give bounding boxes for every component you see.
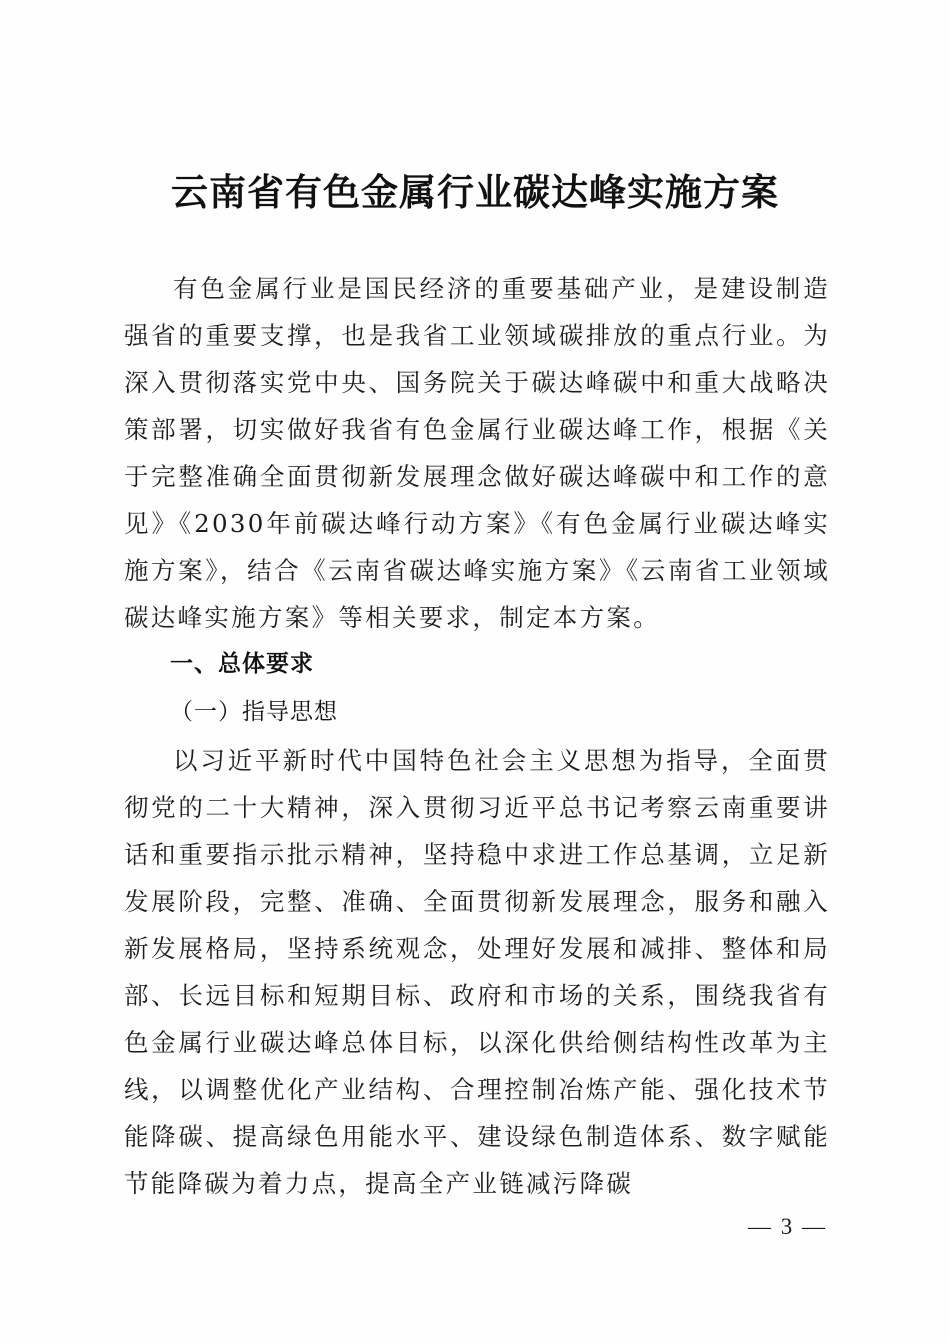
subsection-heading-guiding-ideology: （一）指导思想	[170, 699, 338, 725]
intro-paragraph: 有色金属行业是国民经济的重要基础产业，是建设制造强省的重要支撑，也是我省工业领域碳排放的重点行业。为深入贯彻落实党中央、国务院关于碳达峰碳中和重大战略决策部署，切实做好我省有色金属行业碳达峰工作，根据《关于完整准确全面贯彻新发展理念做好碳达峰碳中和工作的意见》《2030年前碳达峰行动方案》《有色金属行业碳达峰实施方案》，结合《云南省碳达峰实施方案》《云南省工业领域碳达峰实施方案》等相关要求，制定本方案。	[124, 274, 830, 632]
document-title: 云南省有色金属行业碳达峰实施方案	[171, 170, 779, 214]
page-number: — 3 —	[748, 1214, 827, 1239]
section-heading-overall-requirements: 一、总体要求	[170, 651, 314, 677]
document-body	[124, 265, 830, 1207]
guiding-ideology-paragraph: 以习近平新时代中国特色社会主义思想为指导，全面贯彻党的二十大精神，深入贯彻习近平总书记考察云南重要讲话和重要指示批示精神，坚持稳中求进工作总基调，立足新发展阶段，完整、准确、全面贯彻新发展理念，服务和融入新发展格局，坚持系统观念，处理好发展和减排、整体和局部、长远目标和短期目标、政府和市场的关系，围绕我省有色金属行业碳达峰总体目标，以深化供给侧结构性改革为主线，以调整优化产业结构、合理控制冶炼产能、强化技术节能降碳、提高绿色用能水平、建设绿色制造体系、数字赋能节能降碳为着力点，提高全产业链减污降碳	[124, 746, 830, 1198]
